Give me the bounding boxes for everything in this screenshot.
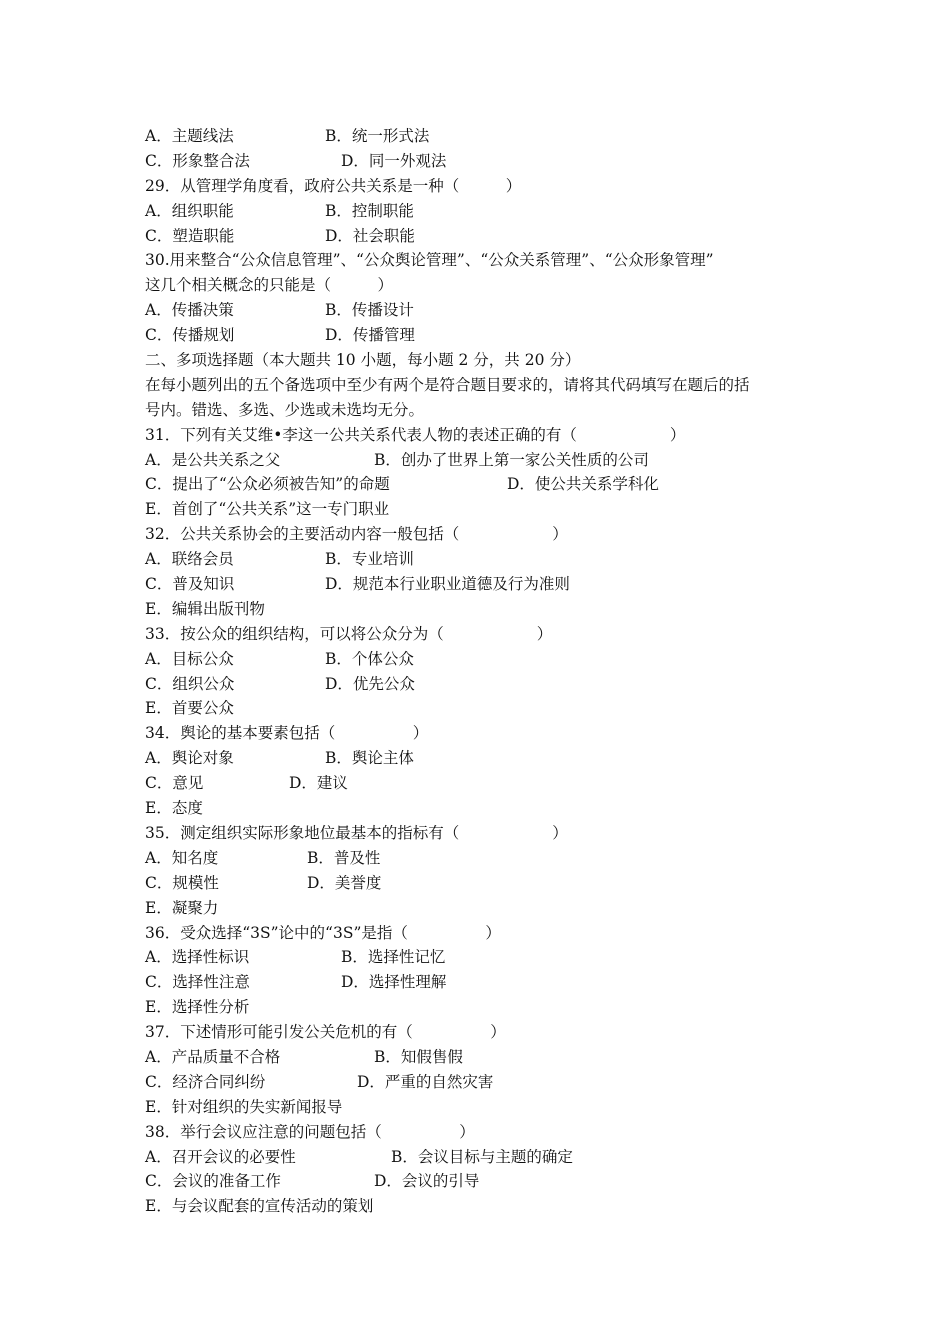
option-row <box>145 995 815 1020</box>
option-a: A．召开会议的必要性 <box>145 1147 296 1166</box>
option-e: E．编辑出版刊物 <box>145 599 265 618</box>
question-stem: 31．下列有关艾维•李这一公共关系代表人物的表述正确的有（ ） <box>145 425 686 444</box>
option-row <box>145 547 815 572</box>
option-row <box>145 672 815 697</box>
option-b: B．统一形式法 <box>325 127 430 145</box>
option-d: D．建议 <box>289 774 348 793</box>
option-a: A．是公共关系之父 <box>145 450 281 469</box>
question-stem: 32．公共关系协会的主要活动内容一般包括（ ） <box>145 525 568 544</box>
option-row <box>145 945 815 970</box>
section-instructions: 在每小题列出的五个备选项中至少有两个是符合题目要求的，请将其代码填写在题后的括 <box>145 375 750 394</box>
option-a: A．产品质量不合格 <box>145 1047 281 1066</box>
option-row <box>145 970 815 995</box>
option-b: B．个体公众 <box>325 649 414 668</box>
option-row <box>145 647 815 672</box>
option-d: D．同一外观法 <box>341 151 447 170</box>
option-e: E．态度 <box>145 799 203 818</box>
option-row <box>145 796 815 821</box>
option-row <box>145 1145 815 1170</box>
option-row <box>145 323 815 348</box>
question-stem: 35．测定组织实际形象地位最基本的指标有（ ） <box>145 823 568 842</box>
option-d: D．会议的引导 <box>374 1172 480 1191</box>
option-c: C．普及知识 <box>145 575 235 594</box>
option-e: E．首要公众 <box>145 699 234 718</box>
option-b: B．选择性记忆 <box>341 948 446 967</box>
question-stem: 37．下述情形可能引发公关危机的有（ ） <box>145 1023 506 1042</box>
option-c: C．塑造职能 <box>145 226 235 245</box>
option-row <box>145 199 815 224</box>
option-d: D．社会职能 <box>325 226 415 245</box>
option-d: D．传播管理 <box>325 326 415 345</box>
option-c: C．组织公众 <box>145 674 235 693</box>
option-row <box>145 1169 815 1194</box>
option-b: B．创办了世界上第一家公关性质的公司 <box>374 450 649 469</box>
option-c: C．经济合同纠纷 <box>145 1072 266 1091</box>
option-row <box>145 871 815 896</box>
option-row <box>145 746 815 771</box>
option-row <box>145 1045 815 1070</box>
option-d: D．选择性理解 <box>341 973 447 992</box>
option-a: A．主题线法 <box>145 127 234 145</box>
option-row <box>145 1194 815 1219</box>
option-b: B．传播设计 <box>325 301 414 320</box>
option-a: A．联络会员 <box>145 550 234 569</box>
option-b: B．专业培训 <box>325 550 414 569</box>
option-c: C．形象整合法 <box>145 151 250 170</box>
question-stem: 34．舆论的基本要素包括（ ） <box>145 724 429 743</box>
option-c: C．提出了“公众必须被告知”的命题 <box>145 475 390 494</box>
option-row <box>145 572 815 597</box>
question-stem: 38．举行会议应注意的问题包括（ ） <box>145 1122 475 1141</box>
question-list <box>145 124 815 1219</box>
option-d: D．规范本行业职业道德及行为准则 <box>325 575 570 594</box>
option-row <box>145 846 815 871</box>
section-instructions-continued: 号内。错选、多选、少选或未选均无分。 <box>145 400 425 419</box>
option-row <box>145 1095 815 1120</box>
option-d: D．美誉度 <box>307 873 382 892</box>
option-c: C．规模性 <box>145 873 219 892</box>
option-row <box>145 896 815 921</box>
option-row <box>145 771 815 796</box>
option-d: D．严重的自然灾害 <box>357 1072 494 1091</box>
option-e: E．与会议配套的宣传活动的策划 <box>145 1197 374 1216</box>
option-a: A．组织职能 <box>145 201 234 220</box>
option-d: D．使公共关系学科化 <box>507 475 659 494</box>
option-e: E．凝聚力 <box>145 898 219 917</box>
option-c: C．传播规划 <box>145 326 235 345</box>
option-row <box>145 149 815 174</box>
section-title: 二、多项选择题（本大题共 10 小题，每小题 2 分，共 20 分） <box>145 351 581 370</box>
option-b: B．普及性 <box>307 848 381 867</box>
option-a: A．知名度 <box>145 848 219 867</box>
option-c: C．意见 <box>145 774 204 793</box>
question-stem: 33．按公众的组织结构，可以将公众分为（ ） <box>145 624 553 643</box>
option-d: D．优先公众 <box>325 674 415 693</box>
question-stem: 29．从管理学角度看，政府公共关系是一种（ ） <box>145 176 522 195</box>
option-e: E．针对组织的失实新闻报导 <box>145 1097 343 1116</box>
option-row <box>145 124 815 149</box>
option-c: C．会议的准备工作 <box>145 1172 281 1191</box>
option-c: C．选择性注意 <box>145 973 250 992</box>
question-stem: 36．受众选择“3S”论中的“3S”是指（ ） <box>145 923 501 942</box>
option-row <box>145 448 815 473</box>
option-e: E．首创了“公共关系”这一专门职业 <box>145 500 390 519</box>
option-row <box>145 224 815 249</box>
option-a: A．目标公众 <box>145 649 234 668</box>
option-row <box>145 298 815 323</box>
option-b: B．舆论主体 <box>325 749 414 768</box>
option-a: A．选择性标识 <box>145 948 250 967</box>
option-b: B．会议目标与主题的确定 <box>391 1147 573 1166</box>
option-row <box>145 497 815 522</box>
option-a: A．传播决策 <box>145 301 234 320</box>
question-stem-continued: 这几个相关概念的只能是（ ） <box>145 276 394 295</box>
question-stem: 30.用来整合“公众信息管理”、“公众舆论管理”、“公众关系管理”、“公众形象管理” <box>145 251 714 270</box>
option-row <box>145 597 815 622</box>
option-b: B．知假售假 <box>374 1047 463 1066</box>
option-row <box>145 472 815 497</box>
option-row <box>145 1070 815 1095</box>
option-b: B．控制职能 <box>325 201 414 220</box>
option-e: E．选择性分析 <box>145 998 250 1017</box>
option-a: A．舆论对象 <box>145 749 234 768</box>
option-row <box>145 696 815 721</box>
